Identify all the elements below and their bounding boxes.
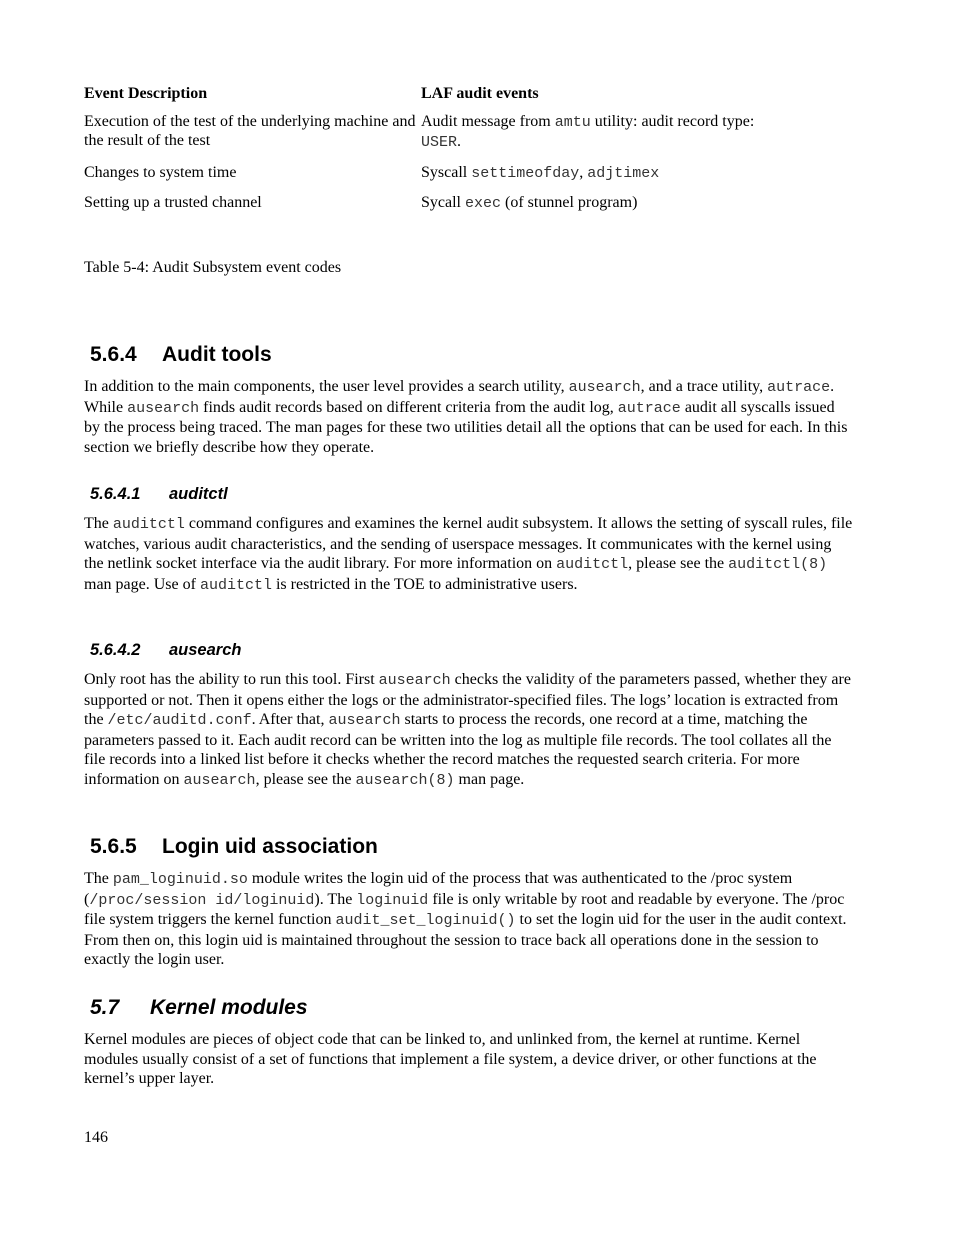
code-text: ausearch(8) xyxy=(355,771,455,789)
section-number: 5.7 xyxy=(90,996,120,1019)
subsection-number: 5.6.4.1 xyxy=(90,485,141,503)
code-text: USER xyxy=(421,134,458,151)
subsection-title: auditctl xyxy=(169,485,228,503)
section-title: Login uid association xyxy=(162,835,378,858)
table-caption: Table 5-4: Audit Subsystem event codes xyxy=(84,259,342,276)
paragraph-kernel-modules: Kernel modules are pieces of object code that can be linked to, and unlinked from, the kernel at runtime. Kernel modules usually consist of a set of functions that implement a file system, a device driver, or other functions at the kernel’s upper layer. xyxy=(84,1031,817,1087)
paragraph-ausearch: Only root has the ability to run this tool. First ausearch checks the validity of the parameters passed, whether they are supported or not. Then it opens either the logs or the administrator-specified files. The logs’ location is extracted from the /etc/auditd.conf. After that, ausearch starts to process the records, one record at a time, matching the parameters passed to it. Each audit record can be written into the log as multiple file records. The tool collates all the file records into a linked list before it checks whether the record matches the requested search criteria. For more information on ausearch, please see the ausearch(8) man page. xyxy=(84,671,851,789)
code-text: auditctl xyxy=(199,576,272,594)
section-heading-5-7 xyxy=(90,995,308,1021)
subsection-heading-5-6-4-1 xyxy=(90,484,228,504)
code-text: autrace xyxy=(767,379,831,396)
paragraph-auditctl: The auditctl command configures and examines the kernel audit subsystem. It allows the setting of syscall rules, file watches, various audit characteristics, and the sending of userspace messages. It communicates with the kernel using the netlink socket interface via the audit library. For more information on auditctl, please see the auditctl(8) man page. Use of auditctl is restricted in the TOE to administrative users. xyxy=(84,515,853,594)
code-text: auditctl xyxy=(556,556,629,573)
section-heading-5-6-4 xyxy=(90,342,272,368)
event-description-cell: Execution of the test of the underlying machine and the result of the test xyxy=(84,112,416,149)
col-header-event-description: Event Description xyxy=(84,85,208,102)
code-text: loginuid xyxy=(356,891,429,909)
code-text: ausearch xyxy=(127,399,200,417)
paragraph-audit-tools: In addition to the main components, the user level provides a search utility, ausearch, and a trace utility, autrace. While ausearch finds audit records based on different criteria from the audit log, autrace audit all syscalls issued by the process being traced. The man pages for these two utilities detail all the options that can be used for each. In this section we briefly describe how they operate. xyxy=(84,378,848,456)
event-codes-table xyxy=(84,84,784,224)
section-number: 5.6.4 xyxy=(90,343,137,366)
subsection-number: 5.6.4.2 xyxy=(90,641,141,659)
code-text: exec xyxy=(465,195,502,212)
section-title: Kernel modules xyxy=(150,996,308,1019)
code-text: amtu xyxy=(554,113,591,131)
section-heading-5-6-5 xyxy=(90,834,378,860)
code-text: audit_set_loginuid() xyxy=(335,912,516,929)
event-description-cell: Changes to system time xyxy=(84,163,237,181)
laf-event-cell: Syscall settimeofday, adjtimex xyxy=(421,163,660,182)
subsection-heading-5-6-4-2 xyxy=(90,640,241,660)
code-text: adjtimex xyxy=(587,164,660,182)
laf-event-cell: Audit message from amtu utility: audit record type: USER. xyxy=(421,112,755,151)
table-row xyxy=(84,193,784,224)
code-text: /etc/auditd.conf xyxy=(107,712,252,729)
event-description-cell: Setting up a trusted channel xyxy=(84,194,262,211)
code-text: ausearch xyxy=(568,379,641,396)
col-header-laf-audit-events: LAF audit events xyxy=(421,85,539,102)
code-text: pam_loginuid.so xyxy=(112,871,248,888)
section-number: 5.6.5 xyxy=(90,835,137,858)
code-text: autrace xyxy=(617,399,681,417)
table-header-row xyxy=(84,84,784,112)
laf-event-cell: Sycall exec (of stunnel program) xyxy=(421,194,638,212)
paragraph-login-uid: The pam_loginuid.so module writes the login uid of the process that was authenticated to the /proc system (/proc/session id/loginuid). The loginuid file is only writable by root and readable by everyone. The /proc file system triggers the kernel function audit_set_loginuid() to set the login uid for the user in the audit context. From then on, this login uid is maintained throughout the session to trace back all operations done in the session to exactly the login user. xyxy=(84,870,847,968)
code-text: ausearch xyxy=(183,771,256,789)
code-text: settimeofday xyxy=(471,164,580,182)
code-text: auditctl(8) xyxy=(728,556,828,573)
table-row xyxy=(84,112,784,163)
code-text: auditctl xyxy=(112,516,185,533)
section-title: Audit tools xyxy=(162,343,272,366)
code-text: ausearch xyxy=(378,672,451,689)
code-text: /proc/session id/loginuid xyxy=(89,891,315,909)
code-text: ausearch xyxy=(328,712,401,729)
page-number: 146 xyxy=(84,1129,108,1146)
table-row xyxy=(84,163,784,194)
subsection-title: ausearch xyxy=(169,641,242,659)
